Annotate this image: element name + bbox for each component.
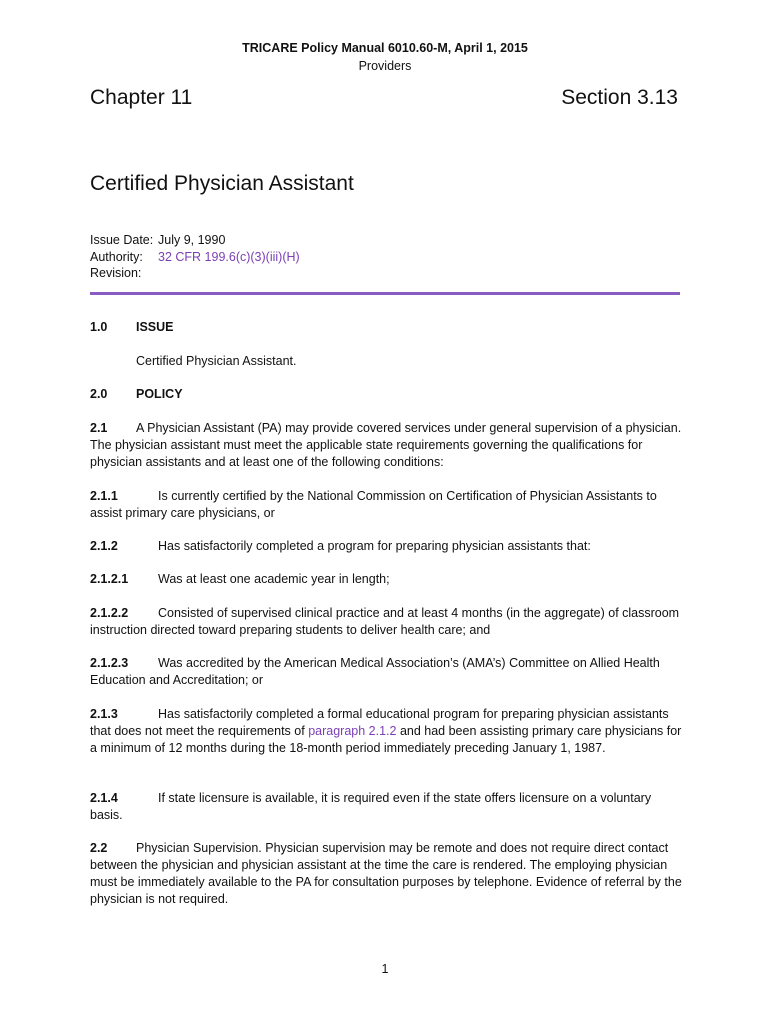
paragraph-2-1-1 xyxy=(90,488,682,522)
paragraph-2-1-2-2 xyxy=(90,605,682,639)
paragraph-number: 2.1.2.3 xyxy=(90,656,129,670)
paragraph-text-continued: and had been assisting primary care physicians for a minimum of 12 months during the 18-month period immediately preceding January 1, 1987. xyxy=(90,724,682,755)
section-heading: POLICY xyxy=(136,387,183,401)
paragraph-text: Was at least one academic year in length; xyxy=(158,572,390,586)
section-issue-heading xyxy=(90,319,682,336)
paragraph-2-1-4 xyxy=(90,790,682,824)
manual-title: TRICARE Policy Manual 6010.60-M, April 1, 2015 xyxy=(242,41,528,55)
paragraph-number: 2.1.2.1 xyxy=(90,572,129,586)
page-number: 1 xyxy=(381,962,389,976)
manual-subtitle: Providers xyxy=(358,59,412,73)
section-policy-heading xyxy=(90,386,682,403)
paragraph-text: Has satisfactorily completed a formal educational program for preparing physician assistants that does not meet the requirements of xyxy=(90,707,669,738)
issue-date-value: July 9, 1990 xyxy=(158,233,226,247)
issue-date-row xyxy=(90,233,225,247)
section-label: Section 3.13 xyxy=(561,86,678,109)
paragraph-number: 2.1 xyxy=(90,421,108,435)
authority-label: Authority: xyxy=(90,250,143,264)
section-heading: ISSUE xyxy=(136,320,174,334)
paragraph-2-1-2-1 xyxy=(90,571,682,588)
paragraph-2-1-3 xyxy=(90,706,682,757)
paragraph-number: 2.1.4 xyxy=(90,791,118,805)
paragraph-2-1-2-link[interactable]: paragraph 2.1.2 xyxy=(308,724,397,738)
divider-rule xyxy=(90,292,680,295)
paragraph-text: If state licensure is available, it is required even if the state offers licensure on a voluntary basis. xyxy=(90,791,652,822)
paragraph-2-1 xyxy=(90,420,682,471)
section-number: 1.0 xyxy=(90,320,108,334)
paragraph-2-1-2 xyxy=(90,538,682,555)
paragraph-text: Physician Supervision. Physician supervision may be remote and does not require direct contact between the physician and physician assistant at the time the care is rendered. The employing physician must be immediately available to the PA for consultation purposes by telephone. Evidence of referral by the physician is not required. xyxy=(90,841,682,906)
paragraph-number: 2.1.2 xyxy=(90,539,118,553)
paragraph-text: Has satisfactorily completed a program for preparing physician assistants that: xyxy=(158,539,591,553)
paragraph-2-2 xyxy=(90,840,682,908)
paragraph-number: 2.1.2.2 xyxy=(90,606,129,620)
paragraph-text: Is currently certified by the National Commission on Certification of Physician Assistants to assist primary care physicians, or xyxy=(90,489,657,520)
revision-row xyxy=(90,266,158,280)
issue-date-label: Issue Date: xyxy=(90,233,154,247)
paragraph-text: Consisted of supervised clinical practice and at least 4 months (in the aggregate) of classroom instruction directed toward preparing students to deliver health care; and xyxy=(90,606,680,637)
paragraph-text: Was accredited by the American Medical Association’s (AMA’s) Committee on Allied Health Education and Accreditation; or xyxy=(90,656,660,687)
section-number: 2.0 xyxy=(90,387,108,401)
paragraph-number: 2.1.3 xyxy=(90,707,118,721)
issue-text: Certified Physician Assistant. xyxy=(136,354,297,368)
paragraph-text: A Physician Assistant (PA) may provide covered services under general supervision of a physician. The physician assistant must meet the applicable state requirements governing the qualifications for physician assistants and at least one of the following conditions: xyxy=(90,421,682,469)
revision-label: Revision: xyxy=(90,266,142,280)
chapter-label: Chapter 11 xyxy=(90,86,193,109)
authority-row xyxy=(90,250,300,264)
paragraph-2-1-2-3 xyxy=(90,655,682,689)
authority-link[interactable]: 32 CFR 199.6(c)(3)(iii)(H) xyxy=(158,250,300,264)
paragraph-number: 2.2 xyxy=(90,841,108,855)
paragraph-number: 2.1.1 xyxy=(90,489,118,503)
page-title: Certified Physician Assistant xyxy=(90,172,354,195)
